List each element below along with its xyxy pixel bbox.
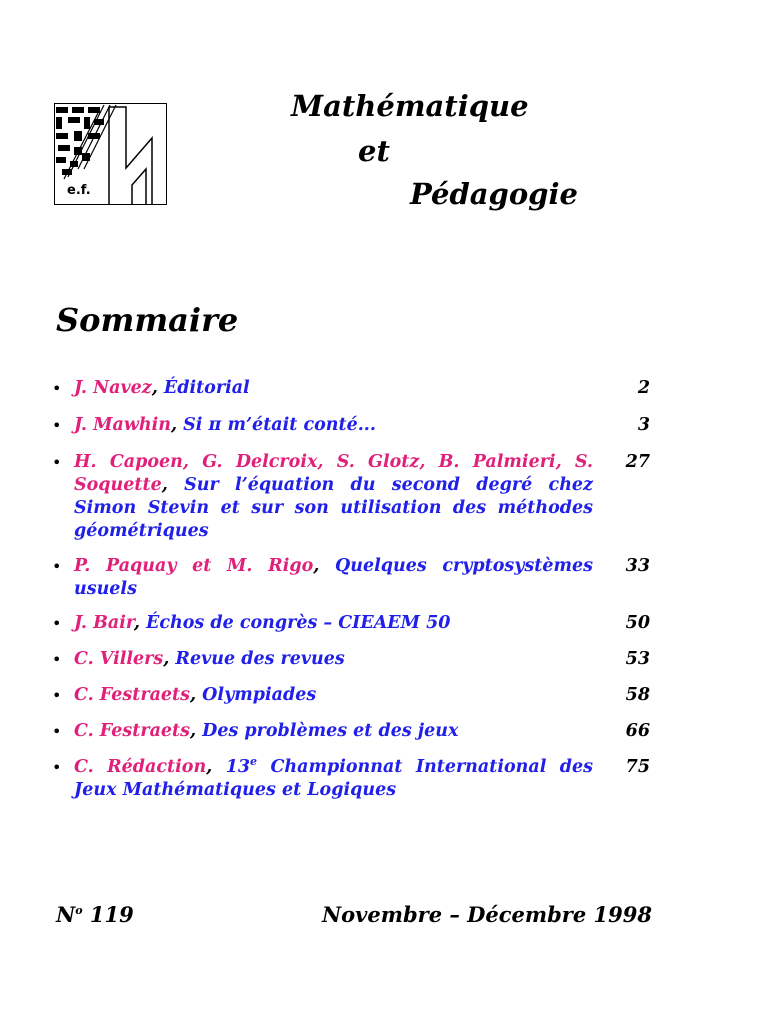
bullet-icon: •	[52, 650, 62, 669]
bullet-icon: •	[52, 686, 62, 705]
entry-title[interactable]: Échos de congrès – CIEAEM 50	[146, 613, 451, 633]
entry-page: 53	[625, 649, 650, 669]
bullet-icon: •	[52, 758, 62, 777]
entry-page: 2	[637, 378, 650, 398]
bullet-icon: •	[52, 557, 62, 576]
entry-author[interactable]: J. Bair	[74, 613, 134, 633]
bullet-icon: •	[52, 614, 62, 633]
logo-initials: e.f.	[67, 183, 91, 198]
entry-text: J. Navez, Éditorial	[74, 378, 250, 398]
bullet-icon: •	[52, 379, 62, 398]
entry-title[interactable]: Des problèmes et des jeux	[202, 721, 459, 741]
entry-title[interactable]: Si π m’était conté...	[183, 415, 376, 435]
journal-logo	[54, 103, 167, 205]
toc-heading: Sommaire	[56, 301, 239, 339]
entry-text: J. Mawhin, Si π m’était conté...	[74, 415, 376, 435]
journal-title-line-1: Mathématique	[291, 89, 529, 123]
entry-text: C. Rédaction, 13e Championnat International des Jeux Mathématiques et Logiques	[74, 755, 593, 800]
entry-author[interactable]: J. Mawhin	[74, 415, 171, 435]
entry-author[interactable]: C. Rédaction	[74, 757, 207, 777]
bullet-icon: •	[52, 722, 62, 741]
entry-title[interactable]: Quelques cryptosystèmes usuels	[74, 556, 593, 599]
entry-text: H. Capoen, G. Delcroix, S. Glotz, B. Palmieri, S. Soquette, Sur l’équation du second degré chez Simon Stevin et sur son utilisation des méthodes géométriques	[74, 452, 593, 541]
entry-text: J. Bair, Échos de congrès – CIEAEM 50	[74, 613, 451, 633]
journal-title-line-2: et	[358, 134, 390, 168]
issue-number: $N^o$ 119	[56, 902, 134, 927]
entry-title[interactable]: Revue des revues	[175, 649, 345, 669]
entry-page: 66	[625, 721, 650, 741]
entry-page: 27	[625, 452, 650, 472]
entry-text: C. Villers, Revue des revues	[74, 649, 345, 669]
entry-text: P. Paquay et M. Rigo, Quelques cryptosystèmes usuels	[74, 556, 593, 599]
entry-author[interactable]: C. Villers	[74, 649, 164, 669]
entry-author[interactable]: C. Festraets	[74, 685, 190, 705]
entry-text: C. Festraets, Olympiades	[74, 685, 317, 705]
entry-page: 33	[625, 556, 650, 576]
entry-author[interactable]: C. Festraets	[74, 721, 190, 741]
entry-author[interactable]: J. Navez	[74, 378, 152, 398]
entry-text: C. Festraets, Des problèmes et des jeux	[74, 721, 459, 741]
entry-title[interactable]: 13e Championnat International des Jeux Mathématiques et Logiques	[74, 755, 593, 800]
entry-page: 3	[637, 415, 650, 435]
entry-title[interactable]: Olympiades	[202, 685, 317, 705]
issue-date: Novembre – Décembre 1998	[321, 902, 652, 927]
entry-author[interactable]: H. Capoen, G. Delcroix, S. Glotz, B. Palmieri, S. Soquette	[74, 452, 593, 495]
bullet-icon: •	[52, 453, 62, 472]
entry-page: 50	[625, 613, 650, 633]
bullet-icon: •	[52, 416, 62, 435]
journal-title-line-3: Pédagogie	[410, 177, 578, 211]
entry-title[interactable]: Sur l’équation du second degré chez Simon Stevin et sur son utilisation des méthodes géométriques	[74, 475, 593, 541]
entry-page: 58	[625, 685, 650, 705]
entry-page: 75	[625, 757, 650, 777]
entry-title[interactable]: Éditorial	[163, 378, 250, 398]
entry-author[interactable]: P. Paquay et M. Rigo	[74, 556, 314, 576]
